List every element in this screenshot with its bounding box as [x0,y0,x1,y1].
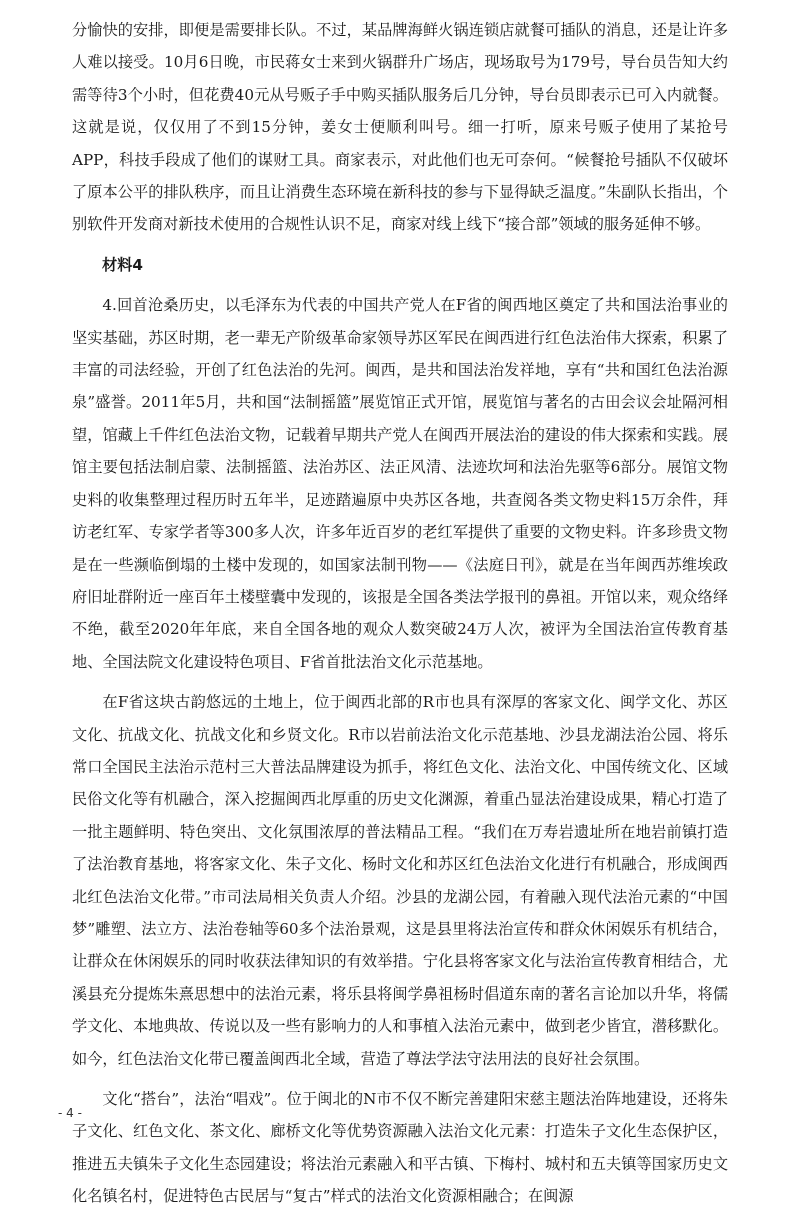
document-page [72,14,728,1213]
paragraph-1: 4.回首沧桑历史，以毛泽东为代表的中国共产党人在F省的闽西地区奠定了共和国法治事业的坚实基础，苏区时期，老一辈无产阶级革命家领导苏区军民在闽西进行红色法治伟大探索，积累了丰富的司法经验，开创了红色法治的先河。闽西，是共和国法治发祥地，享有“共和国红色法治源泉”盛誉。2011年5月，共和国“法制摇篮”展览馆正式开馆，展览馆与著名的古田会议会址隔河相望，馆藏上千件红色法治文物，记载着早期共产党人在闽西开展法治的建设的伟大探索和实践。展馆主要包括法制启蒙、法制摇篮、法治苏区、法正风清、法迹坎坷和法治先驱等6部分。展馆文物史料的收集整理过程历时五年半，足迹踏遍原中央苏区各地，共查阅各类文物史料15万余件，拜访老红军、专家学者等300多人次，许多年近百岁的老红军提供了重要的文物史料。许多珍贵文物是在一些濒临倒塌的土楼中发现的，如国家法制刊物——《法庭日刊》，就是在当年闽西苏维埃政府旧址群附近一座百年土楼壁囊中发现的，该报是全国各类法学报刊的鼻祖。开馆以来，观众络绎不绝，截至2020年年底，来自全国各地的观众人数突破24万人次，被评为全国法治宣传教育基地、全国法院文化建设特色项目、F省首批法治文化示范基地。 [72,296,728,671]
spacer [72,1075,728,1083]
page-number: - 4 - [58,1106,82,1120]
paragraph-2: 在F省这块古韵悠远的土地上，位于闽西北部的R市也具有深厚的客家文化、闽学文化、苏区文化、抗战文化、抗战文化和乡贤文化。R市以岩前法治文化示范基地、沙县龙湖法治公园、将乐常口全国民主法治示范村三大普法品牌建设为抓手，将红色文化、法治文化、中国传统文化、区域民俗文化等有机融合，深入挖掘闽西北厚重的历史文化渊源，着重凸显法治建设成果，精心打造了一批主题鲜明、特色突出、文化氛围浓厚的普法精品工程。“我们在万寿岩遗址所在地岩前镇打造了法治教育基地，将客家文化、朱子文化、杨时文化和苏区红色法治文化进行有机融合，形成闽西北红色法治文化带。”市司法局相关负责人介绍。沙县的龙湖公园，有着融入现代法治元素的“中国梦”雕塑、法立方、法治卷轴等60多个法治景观，这是县里将法治宣传和群众休闲娱乐有机结合，让群众在休闲娱乐的同时收获法律知识的有效举措。宁化县将客家文化与法治宣传教育相结合，尤溪县充分提炼朱熹思想中的法治元素，将乐县将闽学鼻祖杨时倡道东南的著名言论加以升华，将儒学文化、本地典故、传说以及一些有影响力的人和事植入法治元素中，做到老少皆宜，潜移默化。如今，红色法治文化带已覆盖闽西北全域，营造了尊法学法守法用法的良好社会氛围。 [72,693,728,1068]
paragraph-continued: 分愉快的安排，即便是需要排长队。不过，某品牌海鲜火锅连锁店就餐可插队的消息，还是让许多人难以接受。10月6日晚，市民蒋女士来到火锅群升广场店，现场取号为179号，导台员告知大约需等待3个小时，但花费40元从号贩子手中购买插队服务后几分钟，导台员即表示已可入内就餐。这就是说，仅仅用了不到15分钟，姜女士便顺利叫号。细一打听，原来号贩子使用了某抢号APP，科技手段成了他们的谋财工具。商家表示，对此他们也无可奈何。“候餐抢号插队不仅破坏了原本公平的排队秩序，而且让消费生态环境在新科技的参与下显得缺乏温度。”朱副队长指出，个别软件开发商对新技术使用的合规性认识不足，商家对线上线下“接合部”领域的服务延伸不够。 [72,21,728,234]
spacer [72,281,728,289]
paragraph-3: 文化“搭台”，法治“唱戏”。位于闽北的N市不仅不断完善建阳宋慈主题法治阵地建设，还将朱子文化、红色文化、茶文化、廊桥文化等优势资源融入法治文化元素：打造朱子文化生态保护区，推进五夫镇朱子文化生态园建设；将法治元素融入和平古镇、下梅村、城村和五夫镇等国家历史文化名镇名村，促进特色古民居与“复古”样式的法治文化资源相融合；在闽源 [72,1090,728,1206]
spacer [72,241,728,249]
section-heading: 材料4 [102,255,143,274]
spacer [72,678,728,686]
